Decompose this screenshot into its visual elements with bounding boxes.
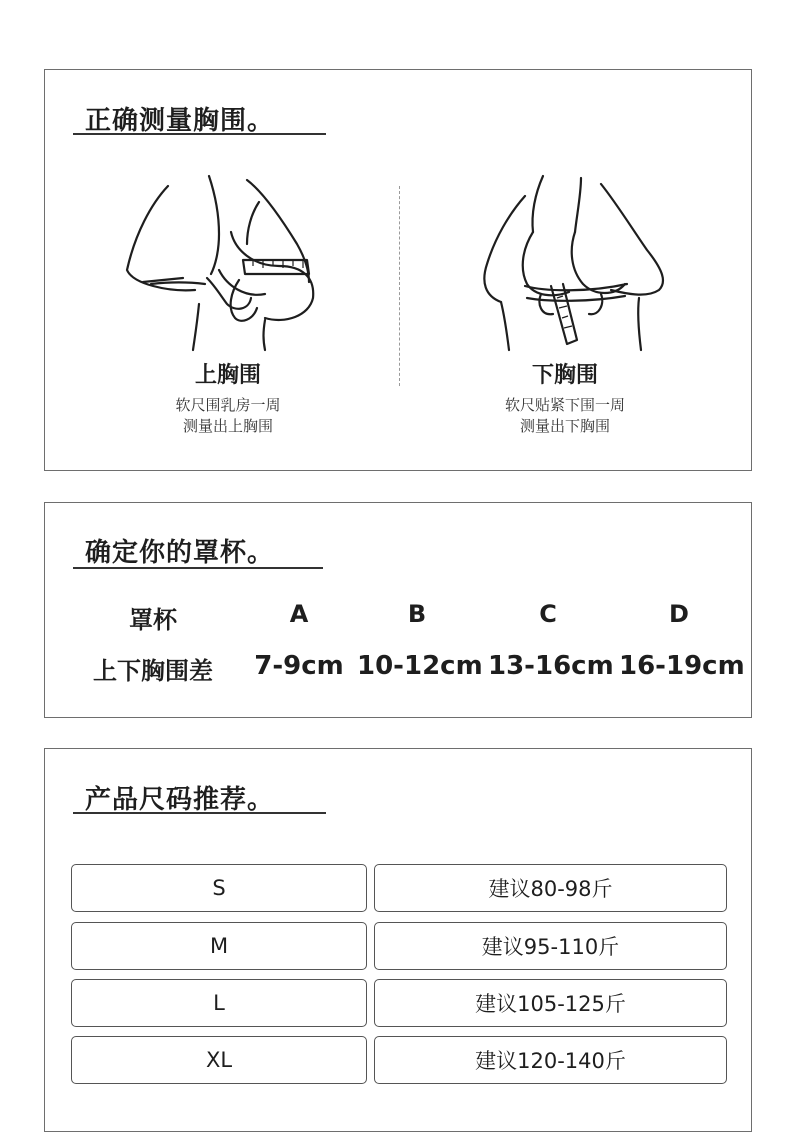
range-a: 7-9cm: [254, 651, 344, 681]
figure-divider: [399, 186, 400, 386]
upper-bust-label: 上胸围: [194, 363, 261, 388]
under-bust-measure-icon: [471, 174, 671, 354]
size-recommend-panel: [44, 748, 752, 1132]
upper-bust-measure-icon: [123, 174, 323, 354]
title-underline: [73, 812, 326, 814]
measure-bust-title: 正确测量胸围。: [85, 106, 275, 136]
under-bust-desc-line2: 测量出下胸围: [519, 417, 610, 435]
upper-bust-desc-line1: 软尺围乳房一周: [175, 396, 281, 414]
size-cell: XL: [71, 1036, 367, 1084]
under-bust-desc-line1: 软尺贴紧下围一周: [504, 396, 625, 414]
weight-recommend-cell: 建议95-110斤: [374, 922, 727, 970]
under-bust-label: 下胸围: [531, 363, 598, 388]
cup-header-label: 罩杯: [129, 606, 177, 634]
size-recommend-title: 产品尺码推荐。: [85, 785, 275, 815]
range-c: 13-16cm: [488, 651, 614, 681]
cup-size-panel: [44, 502, 752, 718]
weight-recommend-cell: 建议105-125斤: [374, 979, 727, 1027]
size-cell: S: [71, 864, 367, 912]
range-d: 16-19cm: [619, 651, 745, 681]
range-b: 10-12cm: [357, 651, 483, 681]
cup-b: B: [407, 600, 427, 628]
weight-recommend-cell: 建议80-98斤: [374, 864, 727, 912]
upper-bust-desc-line2: 测量出上胸围: [182, 417, 273, 435]
cup-d: D: [669, 600, 689, 628]
cup-size-title: 确定你的罩杯。: [85, 538, 275, 568]
size-cell: L: [71, 979, 367, 1027]
size-cell: M: [71, 922, 367, 970]
cup-a: A: [289, 600, 309, 628]
weight-recommend-cell: 建议120-140斤: [374, 1036, 727, 1084]
bust-diff-label: 上下胸围差: [93, 657, 213, 685]
title-underline: [73, 567, 323, 569]
title-underline: [73, 133, 326, 135]
cup-c: C: [539, 600, 557, 628]
measure-bust-panel: [44, 69, 752, 471]
